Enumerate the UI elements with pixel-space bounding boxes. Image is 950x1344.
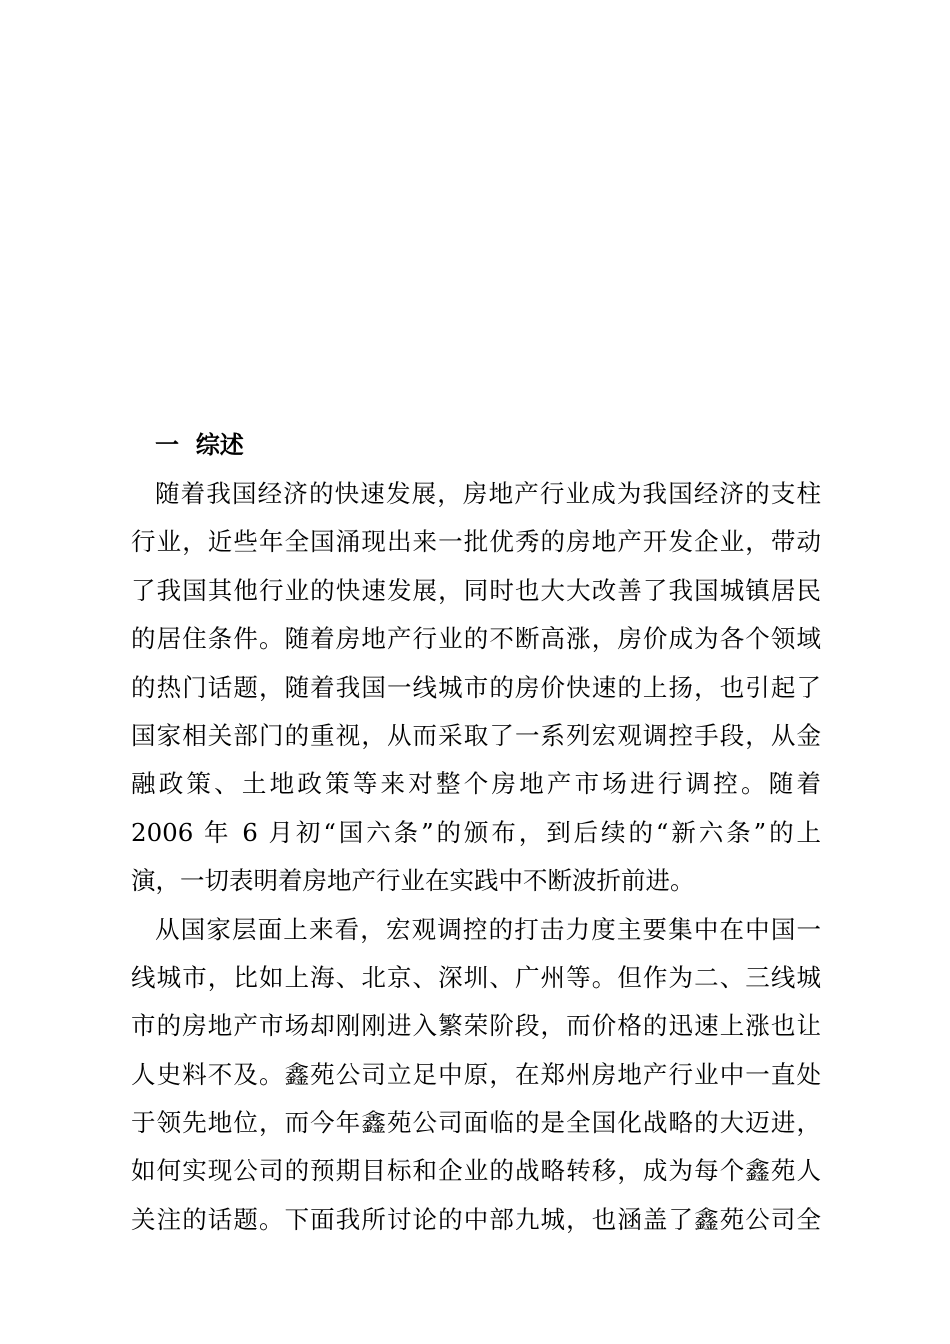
text-line: 如何实现公司的预期目标和企业的战略转移，成为每个鑫苑人 xyxy=(131,1156,821,1186)
text-line: 从国家层面上来看，宏观调控的打击力度主要集中在中国一 xyxy=(155,914,821,944)
text-line: 行业，近些年全国涌现出来一批优秀的房地产开发企业，带动 xyxy=(131,527,821,557)
text-line: 的热门话题，随着我国一线城市的房价快速的上扬，也引起了 xyxy=(131,672,821,702)
text-line: 演，一切表明着房地产行业在实践中不断波折前进。 xyxy=(131,866,695,896)
text-line: 随着我国经济的快速发展，房地产行业成为我国经济的支柱 xyxy=(155,479,821,508)
text-line: 线城市，比如上海、北京、深圳、广州等。但作为二、三线城 xyxy=(131,962,821,992)
paragraph-2 xyxy=(131,906,821,1245)
text-line: 的居住条件。随着房地产行业的不断高涨，房价成为各个领域 xyxy=(131,624,821,654)
text-line: 了我国其他行业的快速发展，同时也大大改善了我国城镇居民 xyxy=(131,575,821,605)
text-line: 于领先地位，而今年鑫苑公司面临的是全国化战略的大迈进， xyxy=(131,1108,821,1138)
document-body xyxy=(131,425,821,1244)
text-line: 人史料不及。鑫苑公司立足中原，在郑州房地产行业中一直处 xyxy=(131,1059,821,1089)
text-line: 关注的话题。下面我所讨论的中部九城，也涵盖了鑫苑公司全 xyxy=(131,1204,821,1234)
text-line: 融政策、土地政策等来对整个房地产市场进行调控。随着 xyxy=(131,769,821,799)
text-line: 国家相关部门的重视，从而采取了一系列宏观调控手段，从金 xyxy=(131,720,821,750)
text-line: 市的房地产市场却刚刚进入繁荣阶段，而价格的迅速上涨也让 xyxy=(131,1011,821,1041)
text-line: 2006 年 6 月初“国六条”的颁布，到后续的“新六条”的上 xyxy=(131,817,821,847)
paragraph-1 xyxy=(131,470,821,906)
section-heading: 一 综述 xyxy=(155,431,244,459)
